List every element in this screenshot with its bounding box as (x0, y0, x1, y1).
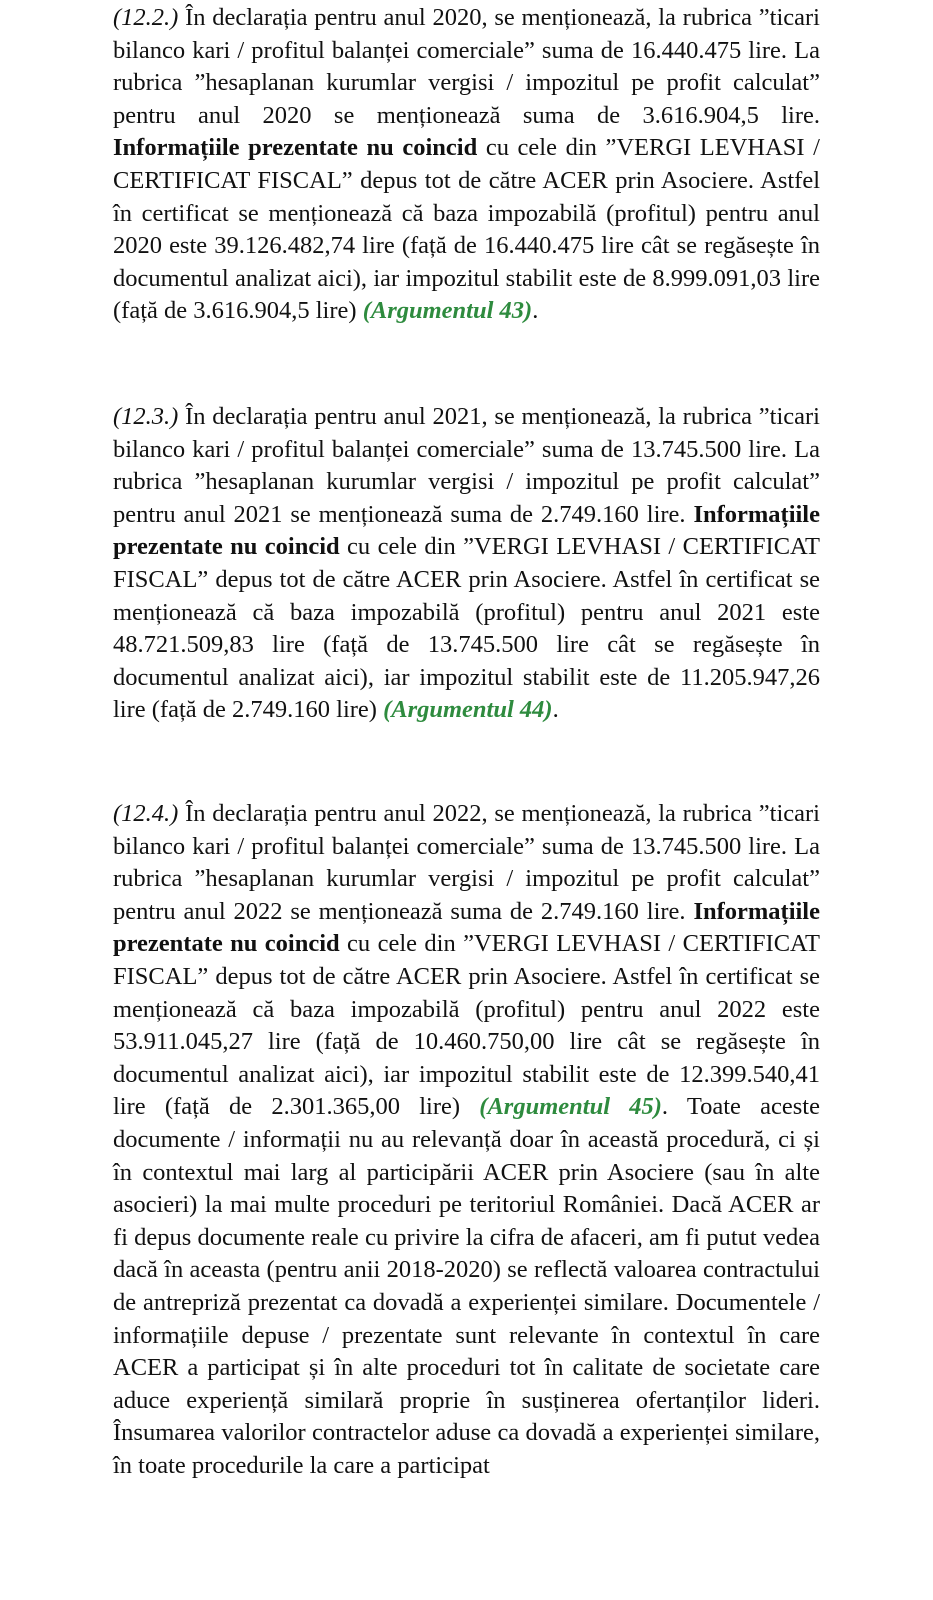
argument-reference: (Argumentul 44) (383, 696, 553, 724)
paragraph-12-3 (113, 401, 820, 727)
paragraph-text: În declarația pentru anul 2020, se menționează, la rubrica ”ticari bilanco kari / profitul balanței comerciale” suma de 16.440.475 lire. La rubrica ”hesaplanan kurumlar vergisi / impozitul pe profit calculat” pentru anul 2020 se menționează suma de 3.616.904,5 lire. (113, 4, 820, 129)
argument-reference: (Argumentul 43) (362, 297, 533, 325)
emphasis-text: Informațiile prezentate nu coincid (113, 134, 478, 162)
emphasis-text: Informațiile prezentate nu coincid (113, 500, 820, 561)
paragraph-text: . Toate aceste documente / informații nu au relevanță doar în această procedură, ci și în contextul mai larg al participării ACER prin Asociere (sau în alte asocieri) la mai multe proceduri pe teritoriul României. Dacă ACER ar fi depus documente reale cu privire la cifra de afaceri, am fi putut vedea dacă în aceasta (pentru anii 2018-2020) se reflectă valoarea contractului de antrepriză prezentat ca dovadă a experienței similare. Documentele / informațiile depuse / prezentate sunt relevante în contextul în care ACER a participat și în alte proceduri tot în calitate de societate care aduce experiență similară proprie în susținerea ofertanților lideri. Însumarea valorilor contractelor aduse ca dovadă a experienței similare, în toate procedurile la care a participat (113, 1093, 820, 1479)
paragraph-text: În declarația pentru anul 2021, se menționează, la rubrica ”ticari bilanco kari / profitul balanței comerciale” suma de 13.745.500 lire. La rubrica ”hesaplanan kurumlar vergisi / impozitul pe profit calculat” pentru anul 2021 se menționează suma de 2.749.160 lire. (113, 403, 820, 528)
emphasis-text: Informațiile prezentate nu coincid (113, 897, 820, 958)
paragraph-text: . (532, 297, 539, 325)
paragraph-number: (12.2.) (113, 4, 179, 31)
paragraph-text: . (552, 696, 559, 724)
paragraph-text: cu cele din ”VERGI LEVHASI / CERTIFICAT FISCAL” depus tot de către ACER prin Asociere. Astfel în certificat se menționează că baza impozabilă (profitul) pentru anul 2021 este 48.721.509,83 lire (față de 13.745.500 lire cât se regăsește în documentul analizat aici), iar impozitul stabilit este de 11.205.947,26 lire (față de 2.749.160 lire) (113, 533, 820, 724)
paragraph-12-2 (113, 2, 820, 328)
argument-reference: (Argumentul 45) (479, 1093, 662, 1121)
paragraph-text: cu cele din ”VERGI LEVHASI / CERTIFICAT FISCAL” depus tot de către ACER prin Asociere. Astfel în certificat se menționează că baza impozabilă (profitul) pentru anul 2020 este 39.126.482,74 lire (față de 16.440.475 lire cât se regăsește în documentul analizat aici), iar impozitul stabilit este de 8.999.091,03 lire (față de 3.616.904,5 lire) (113, 134, 820, 325)
paragraph-text: În declarația pentru anul 2022, se menționează, la rubrica ”ticari bilanco kari / profitul balanței comerciale” suma de 13.745.500 lire. La rubrica ”hesaplanan kurumlar vergisi / impozitul pe profit calculat” pentru anul 2022 se menționează suma de 2.749.160 lire. (113, 800, 820, 925)
paragraph-number: (12.3.) (113, 403, 179, 430)
paragraph-12-4 (113, 798, 820, 1482)
paragraph-text: cu cele din ”VERGI LEVHASI / CERTIFICAT FISCAL” depus tot de către ACER prin Asociere. Astfel în certificat se menționează că baza impozabilă (profitul) pentru anul 2022 este 53.911.045,27 lire (față de 10.460.750,00 lire cât se regăsește în documentul analizat aici), iar impozitul stabilit este de 12.399.540,41 lire (față de 2.301.365,00 lire) (113, 930, 820, 1121)
paragraph-number: (12.4.) (113, 800, 179, 827)
